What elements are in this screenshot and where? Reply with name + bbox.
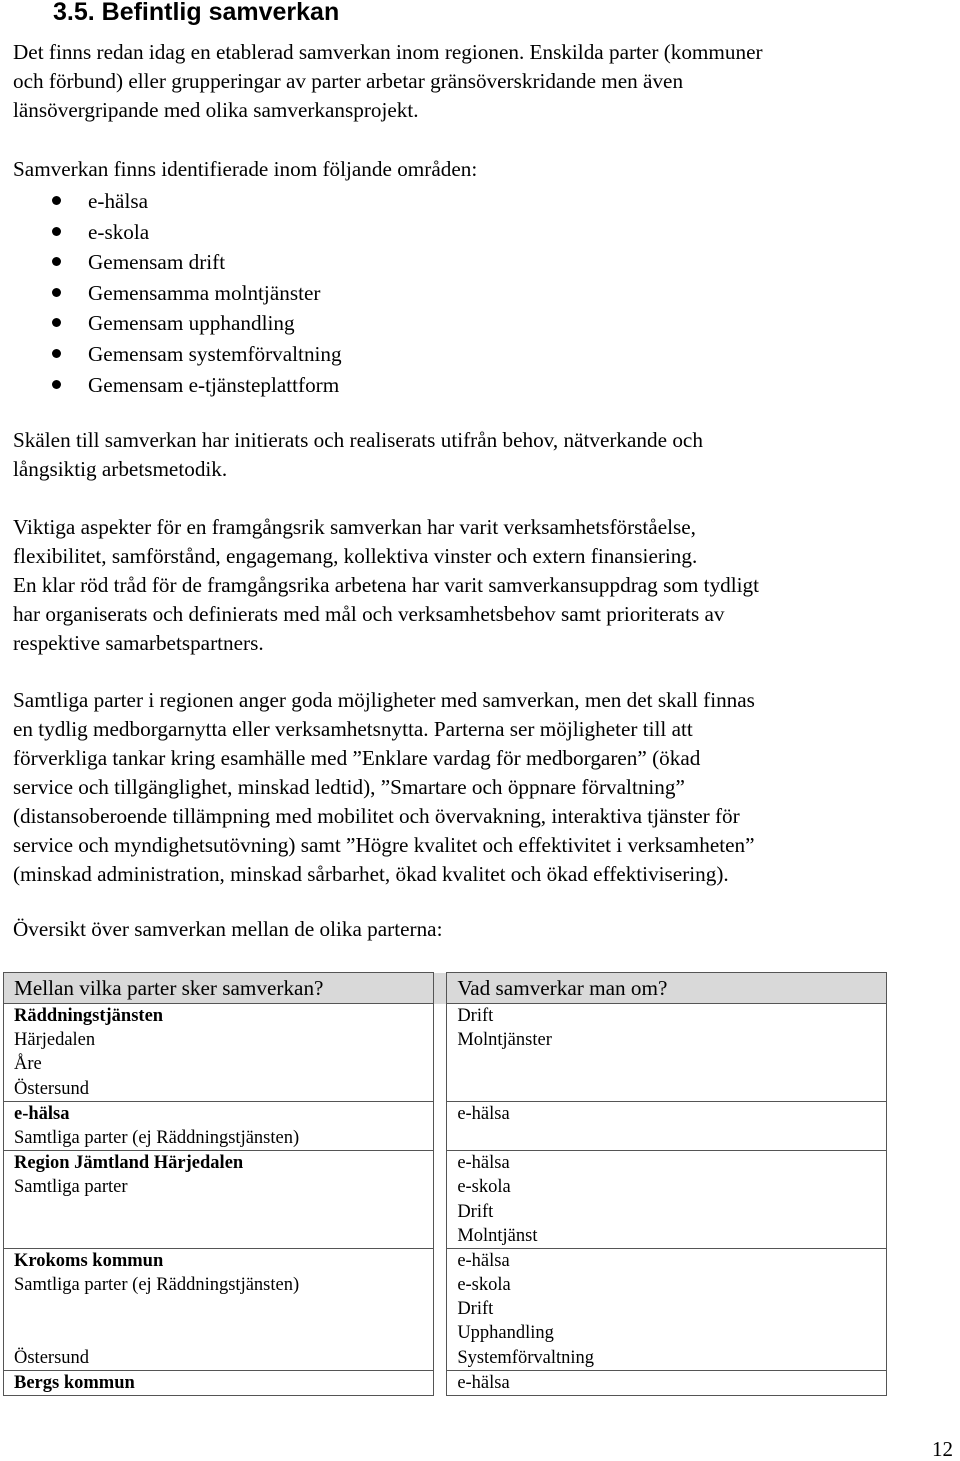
party-member xyxy=(14,1224,433,1248)
table-row xyxy=(4,1370,887,1395)
overview-caption xyxy=(13,915,953,944)
topic-item: e-skola xyxy=(457,1177,511,1198)
text-line: länsövergripande med olika samverkansprojekt. xyxy=(13,98,419,122)
page-number: 12 xyxy=(932,1437,953,1461)
text-line: och förbund) eller grupperingar av parter arbetar gränsöverskridande men även xyxy=(13,69,684,93)
bullet-icon xyxy=(52,257,61,266)
text-line: en tydlig medborgarnytta eller verksamhetsnytta. Parterna ser möjligheter till att xyxy=(13,717,693,741)
party-member: Östersund xyxy=(14,1078,90,1099)
text-line: Skälen till samverkan har initierats och realiserats utifrån behov, nätverkande och xyxy=(13,428,703,452)
topic-item: Drift xyxy=(457,1201,494,1222)
column-spacer xyxy=(434,973,447,1004)
topics-cell xyxy=(447,1151,887,1249)
bullet-icon xyxy=(52,227,61,236)
party-member: Östersund xyxy=(14,1347,90,1368)
list-item xyxy=(13,186,342,217)
party-name: Region Jämtland Härjedalen xyxy=(14,1153,244,1174)
list-item-label: e-skola xyxy=(88,219,150,244)
aspects-paragraph xyxy=(13,513,953,658)
topic-item xyxy=(457,1052,886,1076)
text-line: förverkliga tankar kring esamhälle med ”Enklare vardag för medborgaren” (ökad xyxy=(13,746,701,770)
party-name: Räddningstjänsten xyxy=(14,1006,164,1026)
list-item xyxy=(13,247,342,278)
column-spacer xyxy=(434,1151,447,1249)
list-item-label: Gemensamma molntjänster xyxy=(88,280,321,305)
column-spacer xyxy=(434,1004,447,1102)
text-line: service och myndighetsutövning) samt ”Högre kvalitet och effektivitet i verksamheten” xyxy=(13,833,755,857)
column-header-parties: Mellan vilka parter sker samverkan? xyxy=(4,973,434,1004)
topic-item xyxy=(457,1126,886,1150)
topic-item: Drift xyxy=(457,1006,494,1026)
bullet-icon xyxy=(52,196,61,205)
party-name: e-hälsa xyxy=(14,1103,70,1124)
areas-intro xyxy=(13,155,953,184)
list-item-label: Gemensam upphandling xyxy=(88,311,295,336)
collaboration-overview-table xyxy=(3,972,887,1396)
party-member xyxy=(14,1200,433,1224)
topic-item: e-hälsa xyxy=(457,1153,510,1174)
list-item-label: Gemensam e-tjänsteplattform xyxy=(88,372,340,397)
bullet-icon xyxy=(52,288,61,297)
parties-cell xyxy=(4,1151,434,1249)
parties-cell xyxy=(4,1248,434,1370)
text-line: En klar röd tråd för de framgångsrika arbetena har varit samverkansuppdrag som tydligt xyxy=(13,573,760,597)
party-member: Samtliga parter (ej Räddningstjänsten) xyxy=(14,1127,300,1148)
topic-item: e-hälsa xyxy=(457,1250,510,1271)
parties-cell xyxy=(4,1004,434,1102)
text-line: Översikt över samverkan mellan de olika parterna: xyxy=(13,917,443,941)
table-row xyxy=(4,1101,887,1150)
list-item xyxy=(13,217,342,248)
party-member: Samtliga parter (ej Räddningstjänsten) xyxy=(14,1275,300,1296)
topics-cell xyxy=(447,1004,887,1102)
list-item xyxy=(13,339,342,370)
text-line: (distansoberoende tillämpning med mobilitet och övervakning, interaktiva tjänster för xyxy=(13,804,740,828)
bullet-icon xyxy=(52,318,61,327)
text-line: (minskad administration, minskad sårbarhet, ökad kvalitet och ökad effektivisering). xyxy=(13,862,729,886)
parties-cell xyxy=(4,1101,434,1150)
party-member: Åre xyxy=(14,1054,42,1075)
topic-item: Drift xyxy=(457,1299,494,1320)
party-member: Härjedalen xyxy=(14,1030,96,1051)
topic-item xyxy=(457,1077,886,1101)
table-row xyxy=(4,1151,887,1249)
table-row xyxy=(4,1248,887,1370)
text-line: flexibilitet, samförstånd, engagemang, kollektiva vinster och extern finansiering. xyxy=(13,544,698,568)
column-spacer xyxy=(434,1101,447,1150)
text-line: långsiktig arbetsmetodik. xyxy=(13,457,228,481)
list-item xyxy=(13,370,342,401)
text-line: Det finns redan idag en etablerad samverkan inom regionen. Enskilda parter (kommuner xyxy=(13,40,763,64)
topics-cell xyxy=(447,1248,887,1370)
column-spacer xyxy=(434,1248,447,1370)
topic-item: Systemförvaltning xyxy=(457,1347,594,1368)
topic-item: Molntjänster xyxy=(457,1030,552,1051)
topic-item: Molntjänst xyxy=(457,1225,538,1246)
bullet-icon xyxy=(52,349,61,358)
topics-cell xyxy=(447,1370,887,1395)
text-line: Samverkan finns identifierade inom följande områden: xyxy=(13,157,478,181)
column-spacer xyxy=(434,1370,447,1395)
column-header-topics: Vad samverkar man om? xyxy=(447,973,887,1004)
bullet-icon xyxy=(52,380,61,389)
party-member: Samtliga parter xyxy=(14,1177,128,1198)
reasons-paragraph xyxy=(13,426,953,484)
text-line: Viktiga aspekter för en framgångsrik samverkan har varit verksamhetsförståelse, xyxy=(13,515,696,539)
topic-item: e-hälsa xyxy=(457,1103,510,1124)
topic-item: e-skola xyxy=(457,1275,511,1296)
intro-paragraph xyxy=(13,38,953,125)
opportunities-paragraph xyxy=(13,686,953,889)
section-heading: 3.5. Befintlig samverkan xyxy=(53,0,340,26)
party-name: Krokoms kommun xyxy=(14,1250,164,1271)
party-member xyxy=(14,1297,433,1321)
table-row xyxy=(4,1004,887,1102)
topic-item: e-hälsa xyxy=(457,1372,510,1393)
parties-cell xyxy=(4,1370,434,1395)
text-line: respektive samarbetspartners. xyxy=(13,631,264,655)
text-line: har organiserats och definierats med mål och verksamhetsbehov samt prioriterats av xyxy=(13,602,725,626)
party-member xyxy=(14,1321,433,1345)
list-item-label: Gemensam drift xyxy=(88,250,226,275)
topics-cell xyxy=(447,1101,887,1150)
text-line: Samtliga parter i regionen anger goda möjligheter med samverkan, men det skall finnas xyxy=(13,688,755,712)
text-line: service och tillgänglighet, minskad ledtid), ”Smartare och öppnare förvaltning” xyxy=(13,775,685,799)
list-item xyxy=(13,308,342,339)
list-item-label: e-hälsa xyxy=(88,189,148,213)
topic-item: Upphandling xyxy=(457,1323,554,1344)
list-item xyxy=(13,278,342,309)
party-name: Bergs kommun xyxy=(14,1372,135,1393)
list-item-label: Gemensam systemförvaltning xyxy=(88,341,342,366)
table-header-row xyxy=(4,973,887,1004)
collaboration-areas-list xyxy=(13,186,342,400)
